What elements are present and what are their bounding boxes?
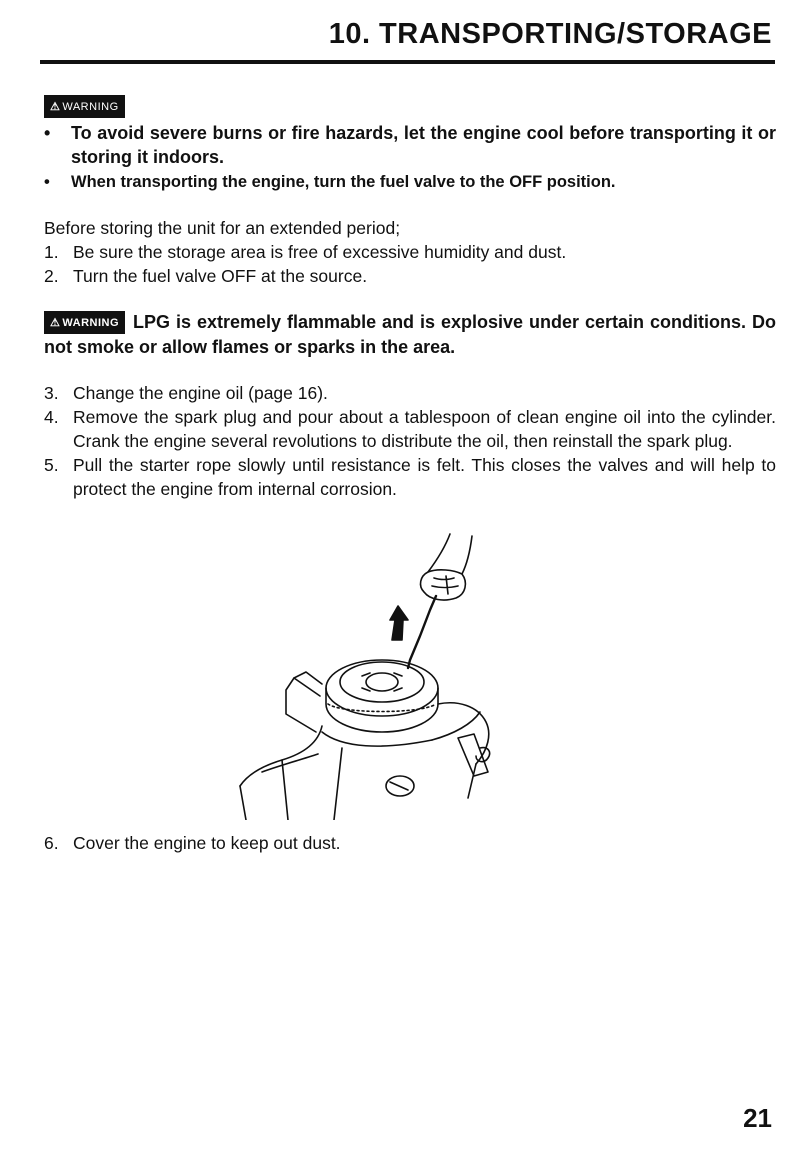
bullet-icon: • xyxy=(44,123,51,143)
storage-step xyxy=(44,240,776,264)
step-number: 3. xyxy=(44,383,59,403)
lpg-warning-text: LPG is extremely flammable and is explosive under certain conditions. Do not smoke or allow flames or sparks in the area. xyxy=(44,312,776,357)
warning-bullet: • When transporting the engine, turn the fuel valve to the OFF position. xyxy=(44,173,616,191)
starter-rope-illustration xyxy=(222,528,512,820)
storage-step xyxy=(44,405,776,453)
storage-step xyxy=(44,453,776,501)
warning-hand-icon: ⚠ xyxy=(50,317,61,329)
warning-badge-label: WARNING xyxy=(62,101,119,113)
step-text: Turn the fuel valve OFF at the source. xyxy=(73,266,368,286)
lpg-warning xyxy=(44,310,776,360)
engine-body xyxy=(240,672,490,820)
step-text: Be sure the storage area is free of excessive humidity and dust. xyxy=(73,242,567,262)
warning-hand-icon: ⚠ xyxy=(50,101,61,113)
storage-intro: Before storing the unit for an extended period; xyxy=(44,218,401,238)
storage-step xyxy=(44,264,776,288)
warning-badge xyxy=(44,311,125,334)
starter-rope xyxy=(408,596,436,668)
step-text: Change the engine oil (page 16). xyxy=(73,383,328,403)
air-cleaner xyxy=(326,660,438,732)
storage-steps xyxy=(44,240,776,288)
warning-bullet: • To avoid severe burns or fire hazards, let the engine cool before transporting it or storing it indoors. xyxy=(44,123,776,167)
bullet-icon: • xyxy=(44,173,50,191)
storage-steps xyxy=(44,831,776,855)
step-number: 1. xyxy=(44,242,59,262)
warning-bullets xyxy=(44,121,776,193)
step-number: 2. xyxy=(44,266,59,286)
warning-badge-label: WARNING xyxy=(62,317,120,329)
step-number: 4. xyxy=(44,407,59,427)
hand-illustration xyxy=(421,534,472,600)
warning-badge xyxy=(44,95,125,118)
page-title: 10. TRANSPORTING/STORAGE xyxy=(328,18,772,50)
step-text: Pull the starter rope slowly until resistance is felt. This closes the valves and will help to protect the engine from internal corrosion. xyxy=(73,455,776,499)
step-text: Remove the spark plug and pour about a tablespoon of clean engine oil into the cylinder. Crank the engine several revolutions to distribute the oil, then reinstall the spark plug. xyxy=(73,407,776,451)
page-number: 21 xyxy=(743,1103,772,1133)
step-number: 6. xyxy=(44,833,59,853)
title-rule xyxy=(40,60,775,64)
storage-step xyxy=(44,831,776,855)
step-text: Cover the engine to keep out dust. xyxy=(73,833,341,853)
storage-step xyxy=(44,381,776,405)
pull-direction-arrow xyxy=(390,606,408,640)
storage-steps xyxy=(44,381,776,501)
step-number: 5. xyxy=(44,455,59,475)
